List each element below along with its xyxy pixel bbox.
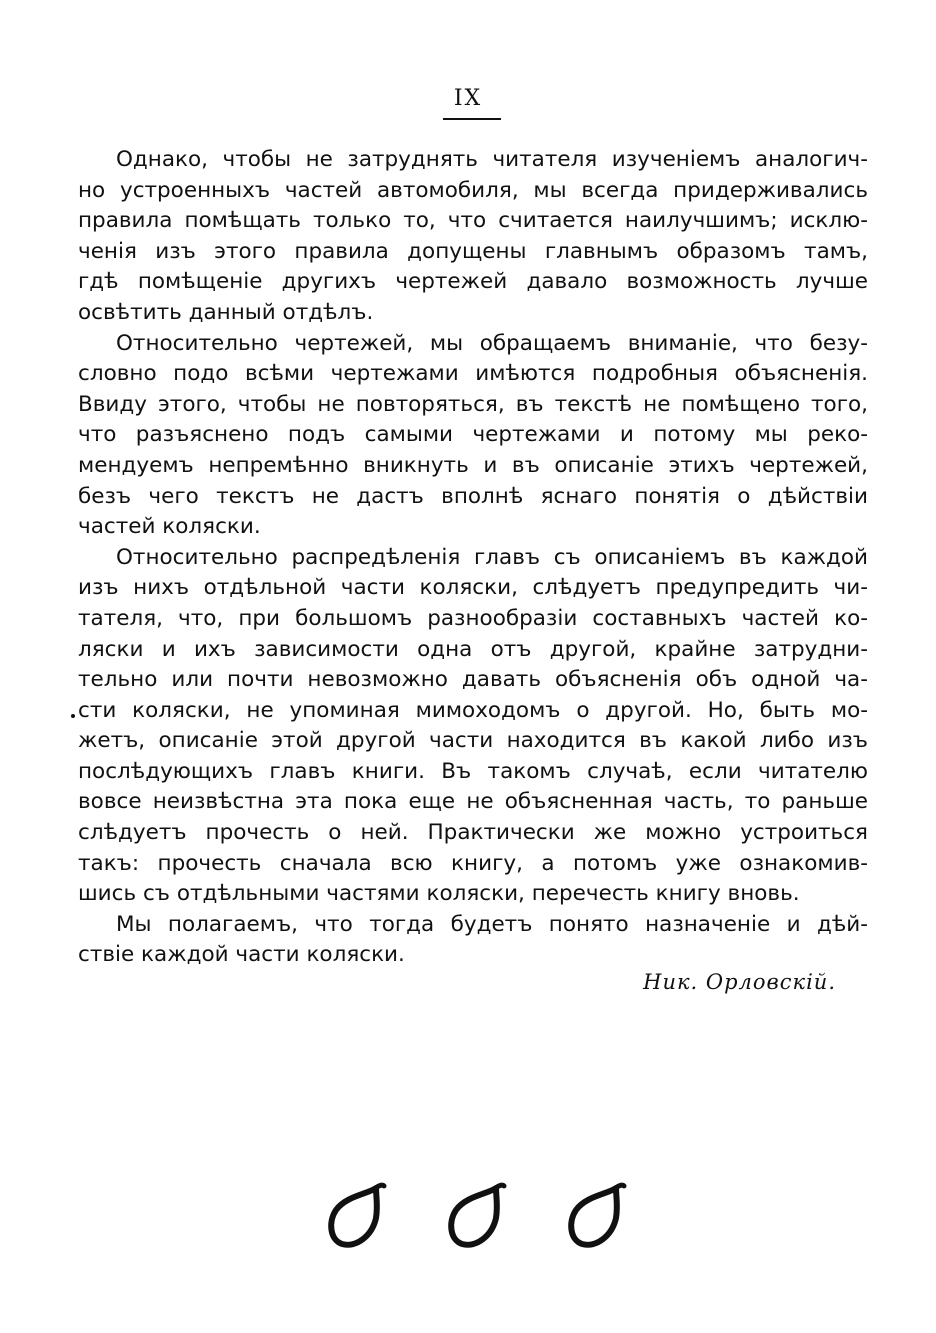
text-line: Относительно чертежей, мы обращаемъ вниманіе, что безу- bbox=[116, 330, 868, 356]
text-line: но устроенныхъ частей автомобиля, мы всегда придерживались bbox=[78, 177, 868, 203]
text-line: изъ нихъ отдѣльной части коляски, слѣдуетъ предупредить чи- bbox=[78, 575, 868, 601]
text-line: мендуемъ непремѣнно вникнуть и въ описаніе этихъ чертежей, bbox=[78, 452, 868, 478]
paragraph bbox=[78, 145, 868, 329]
leaf-icon bbox=[571, 1185, 624, 1245]
text-line: Относительно распредѣленія главъ съ описаніемъ въ каждой bbox=[116, 544, 868, 570]
text-line: сти коляски, не упоминая мимоходомъ о другой. Но, быть мо- bbox=[78, 697, 868, 723]
text-line: тельно или почти невозможно давать объясненія объ одной ча- bbox=[78, 667, 868, 693]
text-line: жетъ, описаніе этой другой части находится въ какой либо изъ bbox=[78, 728, 868, 754]
paragraph bbox=[78, 910, 868, 971]
text-line: правила помѣщать только то, что считается наилучшимъ; исклю- bbox=[78, 208, 868, 234]
text-line: шись съ отдѣльными частями коляски, перечесть книгу вновь. bbox=[78, 881, 800, 907]
page-number: IX bbox=[453, 86, 483, 111]
paragraph bbox=[78, 543, 868, 910]
text-line: слѣдуетъ прочесть о ней. Практически же можно устроиться bbox=[78, 820, 868, 846]
text-line: безъ чего текстъ не дастъ вполнѣ яснаго понятія о дѣйствіи bbox=[78, 483, 868, 509]
leaf-icon bbox=[451, 1185, 504, 1245]
page-number-rule bbox=[443, 118, 501, 120]
text-line: что разъяснено подъ самыми чертежами и потому мы реко- bbox=[78, 422, 868, 448]
leaf-icon bbox=[331, 1185, 384, 1245]
margin-mark bbox=[71, 714, 75, 718]
three-leaf-ornament bbox=[322, 1180, 632, 1250]
text-line: такъ: прочесть сначала всю книгу, а потомъ уже ознакомив- bbox=[78, 850, 868, 876]
author-signature: Ник. Орловскій. bbox=[643, 970, 836, 994]
text-line: гдѣ помѣщеніе другихъ чертежей давало возможность лучше bbox=[78, 269, 868, 295]
text-line: вовсе неизвѣстна эта пока еще не объясненная часть, то раньше bbox=[78, 789, 868, 815]
text-line: тателя, что, при большомъ разнообразіи составныхъ частей ко- bbox=[78, 605, 868, 631]
text-line: послѣдующихъ главъ книги. Въ такомъ случаѣ, если читателю bbox=[78, 758, 868, 784]
text-line: Ввиду этого, чтобы не повторяться, въ текстѣ не помѣщено того, bbox=[78, 391, 868, 417]
text-line: ляски и ихъ зависимости одна отъ другой, крайне затрудни- bbox=[78, 636, 868, 662]
text-line: ствіе каждой части коляски. bbox=[78, 942, 405, 968]
text-line: освѣтить данный отдѣлъ. bbox=[78, 299, 374, 325]
text-line: словно подо всѣми чертежами имѣются подробныя объясненія. bbox=[78, 361, 868, 387]
text-line: Однако, чтобы не затруднять читателя изученіемъ аналогич- bbox=[116, 147, 868, 172]
body-text bbox=[78, 145, 868, 971]
text-line: ченія изъ этого правила допущены главнымъ образомъ тамъ, bbox=[78, 238, 868, 264]
text-line: частей коляски. bbox=[78, 514, 261, 540]
text-line: Мы полагаемъ, что тогда будетъ понято назначеніе и дѣй- bbox=[116, 911, 868, 937]
paragraph bbox=[78, 329, 868, 543]
